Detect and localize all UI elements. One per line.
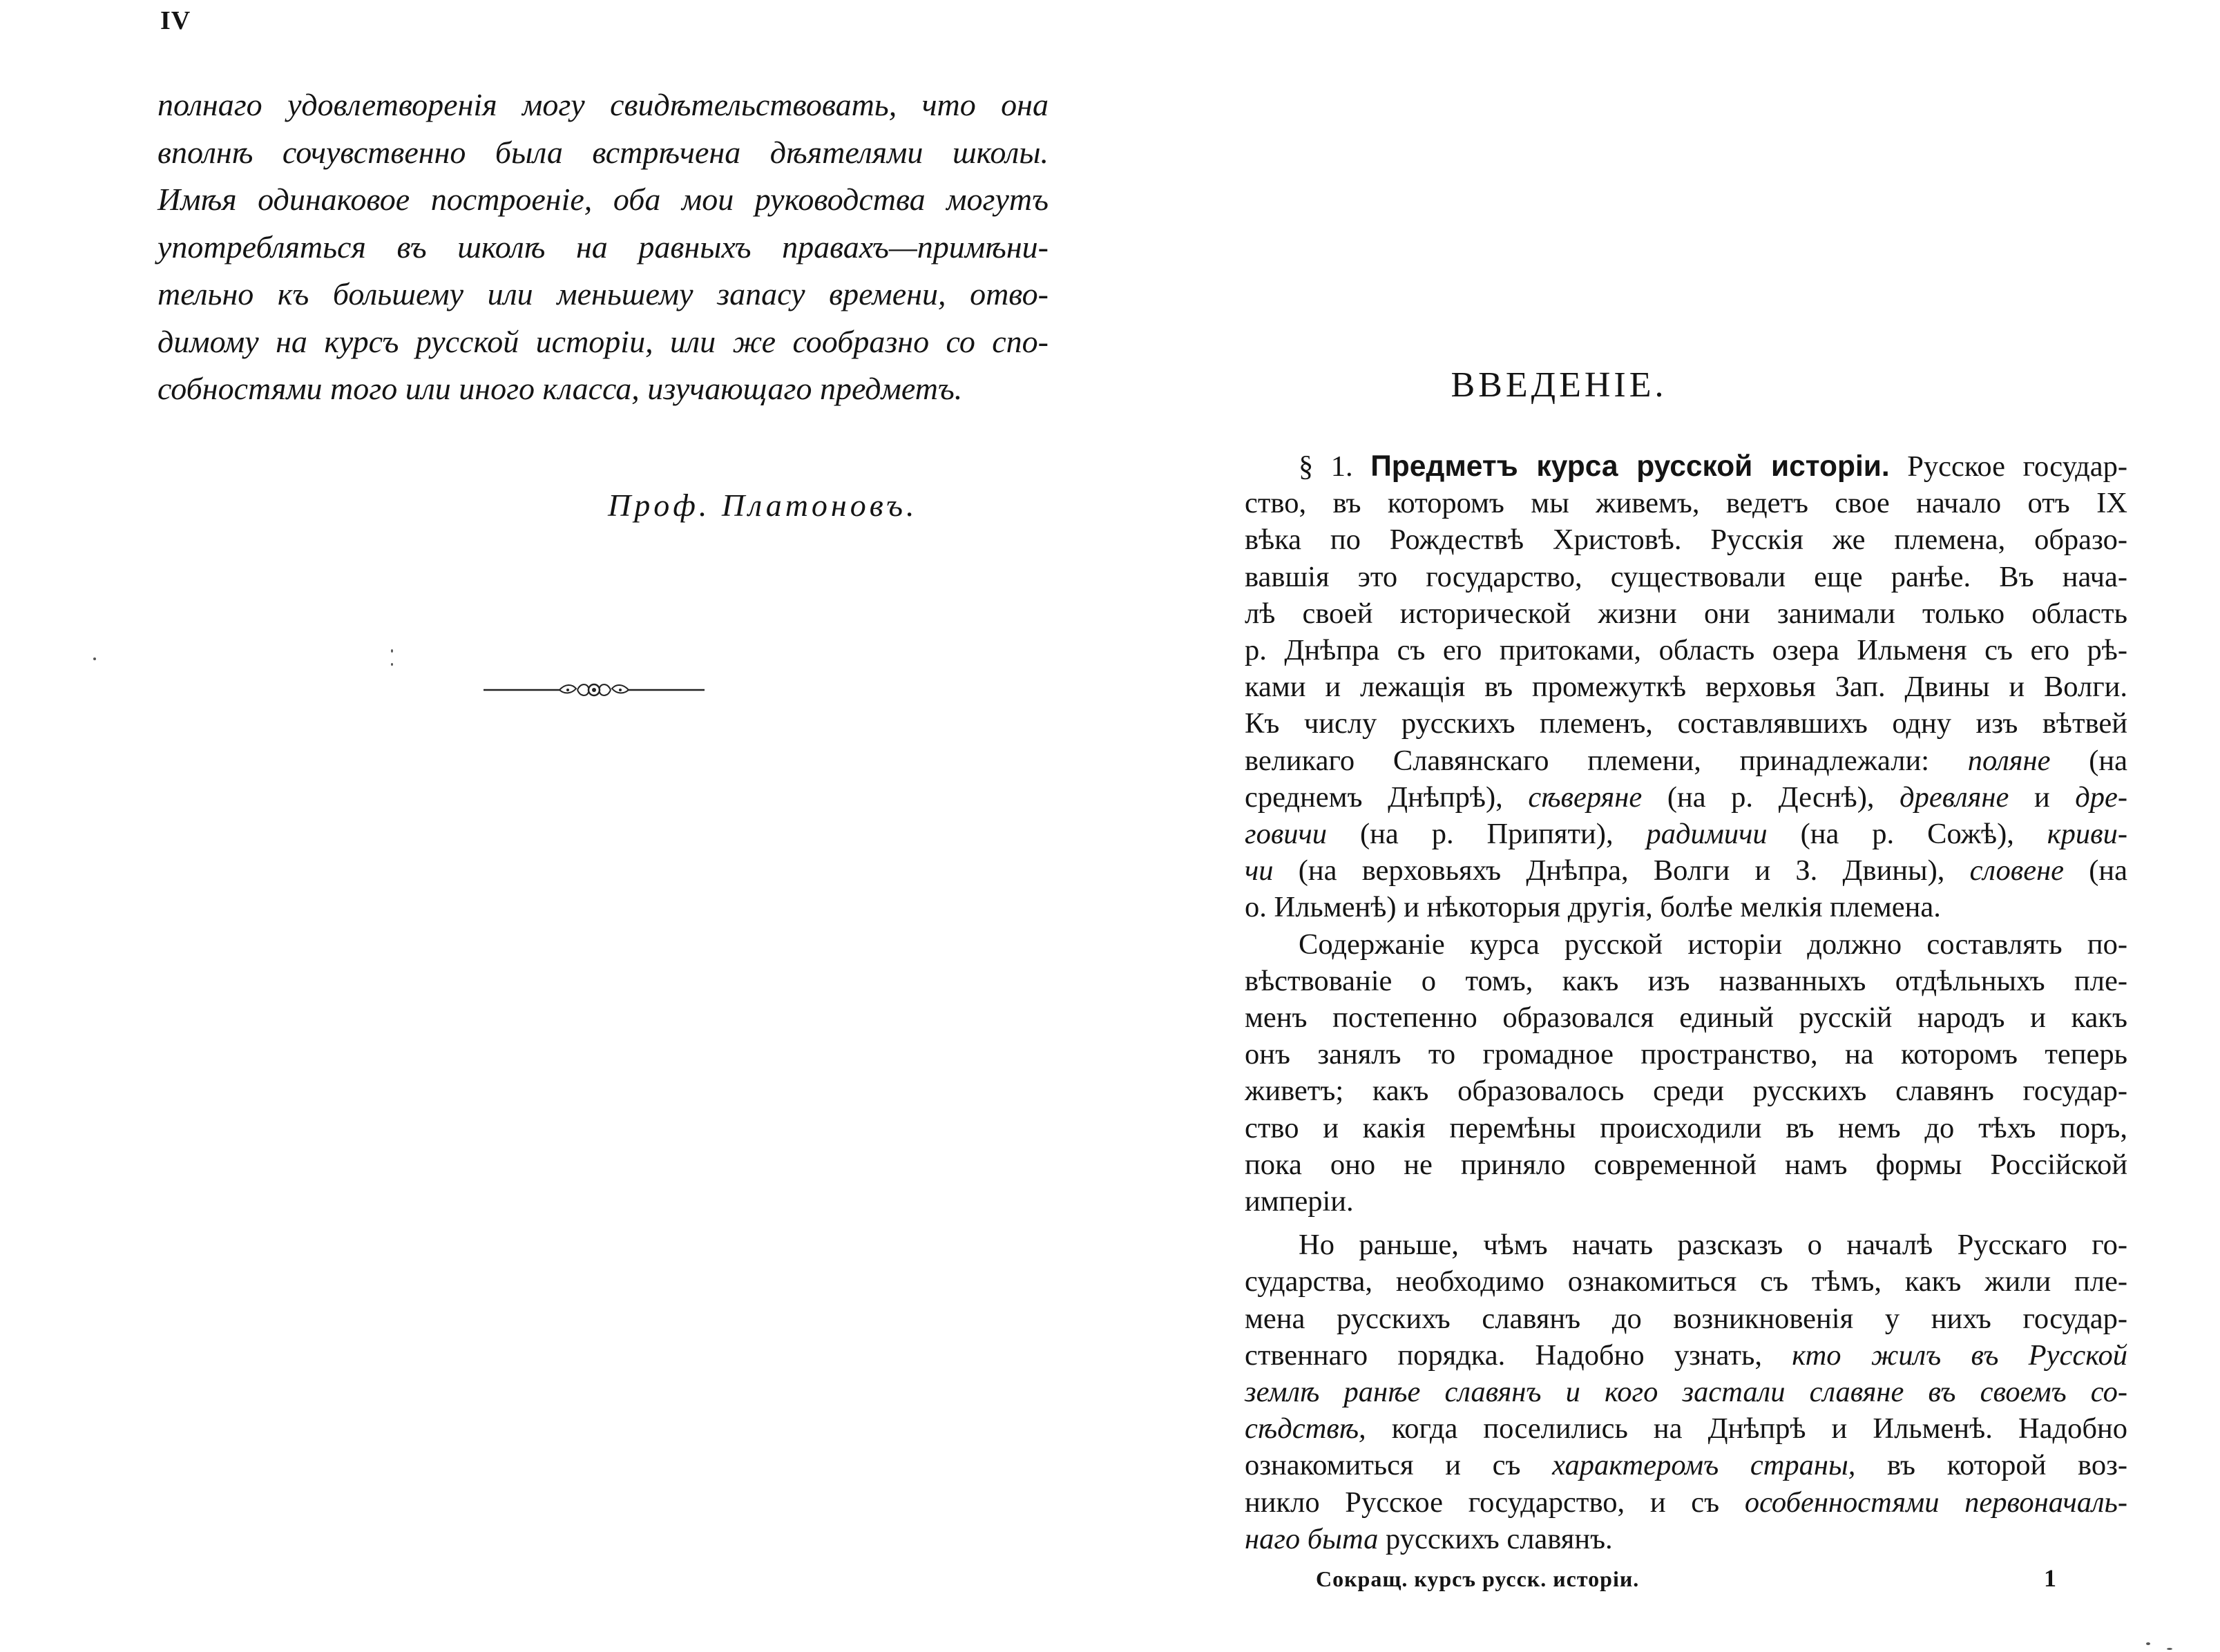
chapter-heading: ВВЕДЕНІЕ. bbox=[1451, 365, 1667, 405]
text-line: ство, въ которомъ мы живемъ, ведетъ свое начало отъ IX bbox=[1245, 487, 2127, 520]
text-line bbox=[1245, 1521, 2127, 1557]
text-fragment: ознакомиться и съ bbox=[1245, 1449, 1521, 1482]
emphasis-text: наго быта bbox=[1245, 1522, 1379, 1555]
tribe-name: чи bbox=[1245, 854, 1274, 887]
page-number-left: IV bbox=[160, 6, 191, 35]
text-line bbox=[1245, 1337, 2127, 1374]
text-line: Содержаніе курса русской исторіи должно составлять по- bbox=[1299, 928, 2127, 961]
tribe-name: поляне bbox=[1967, 744, 2051, 777]
preface-line: собностями того или иного класса, изучающаго предметъ. bbox=[157, 371, 963, 406]
text-line: вѣствованіе о томъ, какъ изъ названныхъ отдѣльныхъ пле- bbox=[1245, 964, 2127, 997]
text-fragment: когда поселились на Днѣпрѣ и Ильменѣ. Надобно bbox=[1391, 1412, 2127, 1446]
tribe-name: словене bbox=[1969, 854, 2065, 887]
emphasis-text: особенностями первоначаль- bbox=[1744, 1486, 2127, 1519]
text-line: лѣ своей исторической жизни они занимали только область bbox=[1245, 597, 2127, 630]
page-number-right: 1 bbox=[2044, 1564, 2056, 1592]
running-footer-title: Сокращ. курсъ русск. исторіи. bbox=[1316, 1566, 1640, 1591]
emphasis-text: сѣдствѣ, bbox=[1245, 1412, 1366, 1446]
text-line: мена русскихъ славянъ до возникновенія у нихъ государ- bbox=[1245, 1302, 2127, 1335]
text-fragment: русскихъ славянъ. bbox=[1386, 1522, 1613, 1555]
tribe-name: дре- bbox=[2075, 780, 2128, 814]
text-line bbox=[1245, 448, 2127, 485]
text-fragment: Русское государ- bbox=[1907, 450, 2128, 483]
main-text bbox=[1245, 448, 2127, 1557]
text-line: ками и лежащія въ промежуткѣ верховья Зап. Двины и Волги. bbox=[1245, 671, 2127, 704]
preface-line: тельно къ большему или меньшему запасу времени, отво- bbox=[157, 276, 1049, 311]
preface-text bbox=[157, 81, 1049, 413]
text-line bbox=[1245, 852, 2127, 889]
preface-line: димому на курсъ русской исторіи, или же сообразно со спо- bbox=[157, 323, 1049, 359]
text-line bbox=[1245, 1410, 2127, 1447]
text-line: онъ занялъ то громадное пространство, на которомъ теперь bbox=[1245, 1038, 2127, 1071]
author-signature: Проф. Платоновъ. bbox=[608, 488, 918, 523]
text-line: живетъ; какъ образовалось среди русскихъ славянъ государ- bbox=[1245, 1075, 2127, 1108]
tribe-name: древляне bbox=[1900, 780, 2009, 814]
paragraph-gap bbox=[1245, 1220, 2127, 1227]
section-title: Предметъ курса русской исторіи. bbox=[1370, 450, 1890, 483]
right-page bbox=[1110, 0, 2220, 1652]
text-fragment: (на верховьяхъ Днѣпра, Волги и З. Двины), bbox=[1298, 854, 1945, 887]
text-line bbox=[1245, 779, 2127, 816]
text-line: о. Ильменѣ) и нѣкоторыя другія, болѣе мелкія племена. bbox=[1245, 891, 1941, 924]
tribe-name: говичи bbox=[1245, 818, 1328, 851]
text-line: сударства, необходимо ознакомиться съ тѣмъ, какъ жили пле- bbox=[1245, 1265, 2127, 1298]
preface-line: полнаго удовлетворенія могу свидѣтельствовать, что она bbox=[157, 87, 1049, 122]
paper-speck bbox=[2146, 1642, 2150, 1645]
emphasis-text: характеромъ страны, bbox=[1552, 1449, 1856, 1482]
paper-speck bbox=[93, 657, 96, 660]
text-line: пока оно не приняло современной намъ формы Россійской bbox=[1245, 1148, 2127, 1181]
text-line: землѣ ранѣе славянъ и кого застали славяне въ своемъ со- bbox=[1245, 1376, 2127, 1409]
text-fragment: (на р. Припяти), bbox=[1360, 818, 1614, 851]
text-line: вѣка по Рождествѣ Христовѣ. Русскія же племена, образо- bbox=[1245, 524, 2127, 557]
text-line: Къ числу русскихъ племенъ, составлявшихъ одну изъ вѣтвей bbox=[1245, 707, 2127, 740]
paper-speck bbox=[2167, 1648, 2172, 1650]
text-fragment: ственнаго порядка. Надобно узнать, bbox=[1245, 1338, 1762, 1372]
text-fragment: (на bbox=[2089, 744, 2127, 777]
tribe-name: сѣверяне bbox=[1528, 780, 1643, 814]
text-fragment: среднемъ Днѣпрѣ), bbox=[1245, 780, 1503, 814]
text-line bbox=[1245, 742, 2127, 779]
tribe-name: криви- bbox=[2047, 818, 2128, 851]
text-fragment: (на р. Деснѣ), bbox=[1667, 780, 1875, 814]
text-line: вавшія это государство, существовали еще ранѣе. Въ нача- bbox=[1245, 560, 2127, 593]
text-line bbox=[1245, 1447, 2127, 1483]
text-line: ство и какія перемѣны происходили въ немъ до тѣхъ поръ, bbox=[1245, 1111, 2127, 1144]
text-fragment: (на р. Сожѣ), bbox=[1800, 818, 2014, 851]
text-line: Но раньше, чѣмъ начать разсказъ о началѣ Русскаго го- bbox=[1299, 1229, 2127, 1262]
text-fragment: (на bbox=[2089, 854, 2127, 887]
text-fragment: никло Русское государство, и съ bbox=[1245, 1486, 1720, 1519]
emphasis-text: кто жилъ въ Русской bbox=[1792, 1338, 2127, 1372]
text-fragment: въ которой воз- bbox=[1887, 1449, 2128, 1482]
text-line bbox=[1245, 816, 2127, 852]
preface-line: вполнѣ сочувственно была встрѣчена дѣятелями школы. bbox=[157, 134, 1049, 170]
tribe-name: радимичи bbox=[1646, 818, 1768, 851]
ornament-divider bbox=[484, 680, 705, 700]
section-mark: § 1. bbox=[1299, 450, 1353, 483]
paper-speck bbox=[391, 649, 393, 653]
text-line bbox=[1245, 1484, 2127, 1521]
paper-speck bbox=[391, 663, 393, 666]
text-fragment: великаго Славянскаго племени, принадлежали: bbox=[1245, 744, 1930, 777]
text-line: р. Днѣпра съ его притоками, область озера Ильменя съ его рѣ- bbox=[1245, 634, 2127, 667]
text-fragment: и bbox=[2034, 780, 2050, 814]
preface-line: употребляться въ школѣ на равныхъ правахъ—примѣни- bbox=[157, 229, 1049, 265]
preface-line: Имѣя одинаковое построеніе, оба мои руководства могутъ bbox=[157, 182, 1049, 217]
text-line: имперіи. bbox=[1245, 1185, 1354, 1218]
text-line: менъ постепенно образовался единый русскій народъ и какъ bbox=[1245, 1001, 2127, 1035]
